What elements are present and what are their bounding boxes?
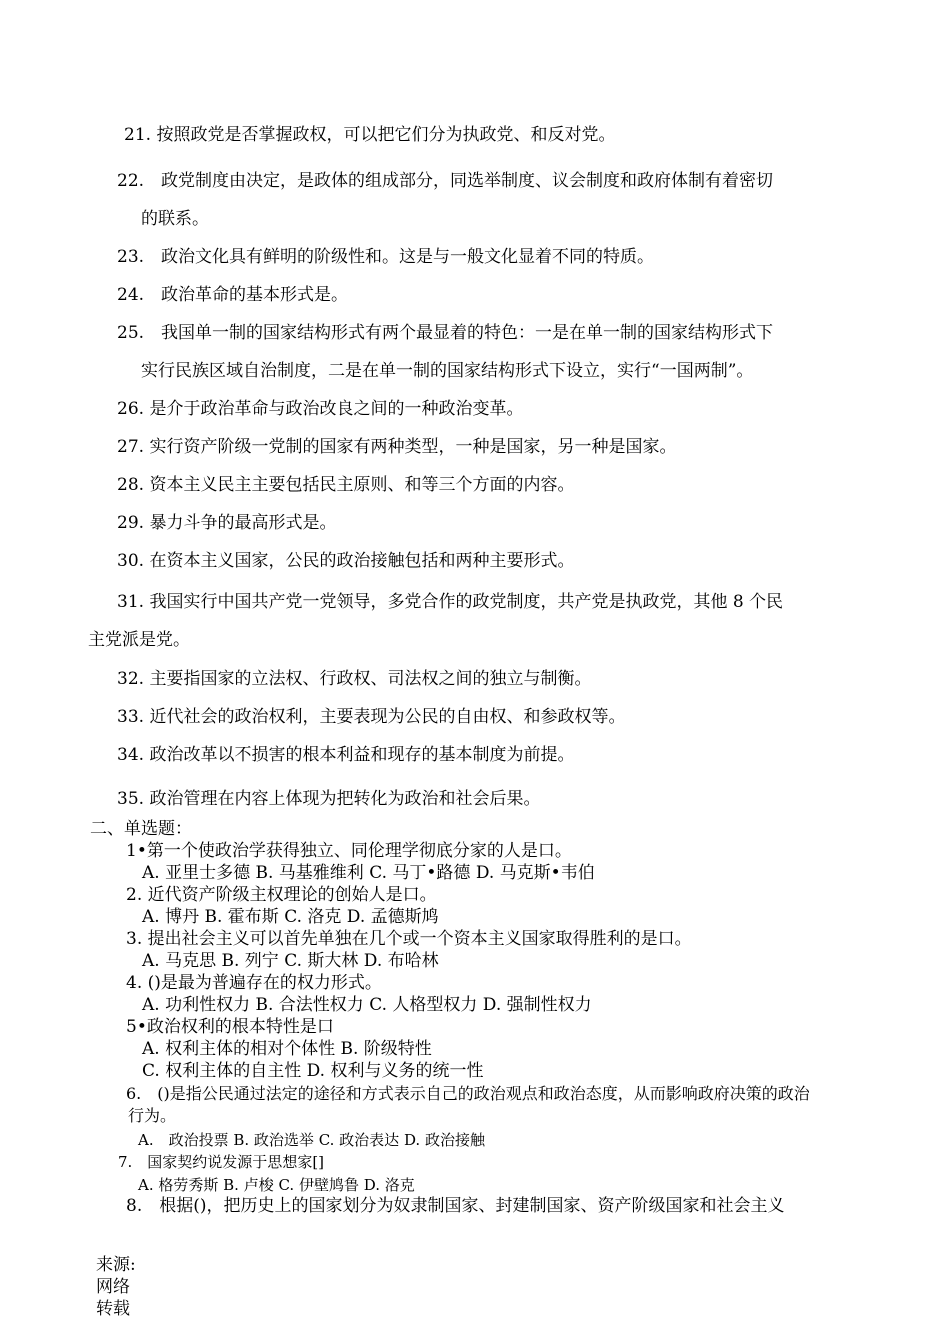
fill-in-item-35: 35. 政治管理在内容上体现为把转化为政治和社会后果。 bbox=[117, 789, 541, 809]
fill-in-item-26: 26. 是介于政治革命与政治改良之间的一种政治变革。 bbox=[117, 399, 524, 419]
mc-options-3: A. 马克思 B. 列宁 C. 斯大林 D. 布哈林 bbox=[142, 951, 439, 971]
fill-in-item-29: 29. 暴力斗争的最高形式是。 bbox=[117, 513, 337, 533]
section-title: 二、单选题： bbox=[90, 819, 192, 839]
mc-question-6-cont: 行为。 bbox=[128, 1106, 177, 1125]
fill-in-item-27: 27. 实行资产阶级一党制的国家有两种类型，一种是国家，另一种是国家。 bbox=[117, 437, 677, 457]
fill-in-item-23: 23. 政治文化具有鲜明的阶级性和。这是与一般文化显着不同的特质。 bbox=[117, 247, 655, 267]
fill-in-item-28: 28. 资本主义民主主要包括民主原则、和等三个方面的内容。 bbox=[117, 475, 575, 495]
mc-options-2: A. 博丹 B. 霍布斯 C. 洛克 D. 孟德斯鸠 bbox=[142, 907, 439, 927]
fill-in-item-31-cont: 主党派是党。 bbox=[88, 630, 190, 650]
fill-in-item-21: 21. 按照政党是否掌握政权，可以把它们分为执政党、和反对党。 bbox=[124, 125, 616, 145]
source-label: 来源: bbox=[96, 1255, 136, 1275]
mc-options-4: A. 功利性权力 B. 合法性权力 C. 人格型权力 D. 强制性权力 bbox=[142, 995, 592, 1015]
fill-in-item-24: 24. 政治革命的基本形式是。 bbox=[117, 285, 349, 305]
mc-question-5: 5•政治权利的根本特性是口 bbox=[126, 1017, 334, 1037]
fill-in-item-33: 33. 近代社会的政治权利，主要表现为公民的自由权、和参政权等。 bbox=[117, 707, 626, 727]
source-line-2: 网络 bbox=[96, 1277, 130, 1297]
mc-options-5b: C. 权利主体的自主性 D. 权利与义务的统一性 bbox=[142, 1061, 484, 1081]
mc-question-4: 4. ()是最为普遍存在的权力形式。 bbox=[126, 973, 382, 993]
fill-in-item-31: 31. 我国实行中国共产党一党领导，多党合作的政党制度，共产党是执政党，其他 8 个民 bbox=[117, 592, 784, 612]
fill-in-item-22: 22. 政党制度由决定，是政体的组成部分，同选举制度、议会制度和政府体制有着密切 bbox=[117, 171, 774, 191]
fill-in-item-25: 25. 我国单一制的国家结构形式有两个最显着的特色：一是在单一制的国家结构形式下 bbox=[117, 323, 774, 343]
fill-in-item-32: 32. 主要指国家的立法权、行政权、司法权之间的独立与制衡。 bbox=[117, 669, 592, 689]
mc-question-2: 2. 近代资产阶级主权理论的创始人是口。 bbox=[126, 885, 437, 905]
fill-in-item-25-cont: 实行民族区域自治制度，二是在单一制的国家结构形式下设立，实行“一国两制”。 bbox=[141, 361, 754, 381]
mc-options-6: A. 政治投票 B. 政治选举 C. 政治表达 D. 政治接触 bbox=[138, 1131, 485, 1149]
mc-options-1: A. 亚里士多德 B. 马基雅维利 C. 马丁•路德 D. 马克斯•韦伯 bbox=[142, 863, 595, 883]
fill-in-item-22-cont: 的联系。 bbox=[141, 209, 209, 229]
source-line-3: 转载 bbox=[96, 1299, 130, 1319]
mc-question-1: 1•第一个使政治学获得独立、同伦理学彻底分家的人是口。 bbox=[126, 841, 572, 861]
mc-options-7: A. 格劳秀斯 B. 卢梭 C. 伊壁鸠鲁 D. 洛克 bbox=[138, 1176, 415, 1194]
mc-question-8: 8. 根据()，把历史上的国家划分为奴隶制国家、封建制国家、资产阶级国家和社会主义 bbox=[126, 1196, 785, 1216]
mc-options-5a: A. 权利主体的相对个体性 B. 阶级特性 bbox=[142, 1039, 432, 1059]
fill-in-item-30: 30. 在资本主义国家，公民的政治接触包括和两种主要形式。 bbox=[117, 551, 575, 571]
mc-question-7: 7. 国家契约说发源于思想家[] bbox=[118, 1153, 325, 1171]
mc-question-3: 3. 提出社会主义可以首先单独在几个或一个资本主义国家取得胜利的是口。 bbox=[126, 929, 692, 949]
fill-in-item-34: 34. 政治改革以不损害的根本利益和现存的基本制度为前提。 bbox=[117, 745, 575, 765]
mc-question-6: 6. ()是指公民通过法定的途径和方式表示自己的政治观点和政治态度，从而影响政府决策的政治 bbox=[126, 1084, 810, 1103]
